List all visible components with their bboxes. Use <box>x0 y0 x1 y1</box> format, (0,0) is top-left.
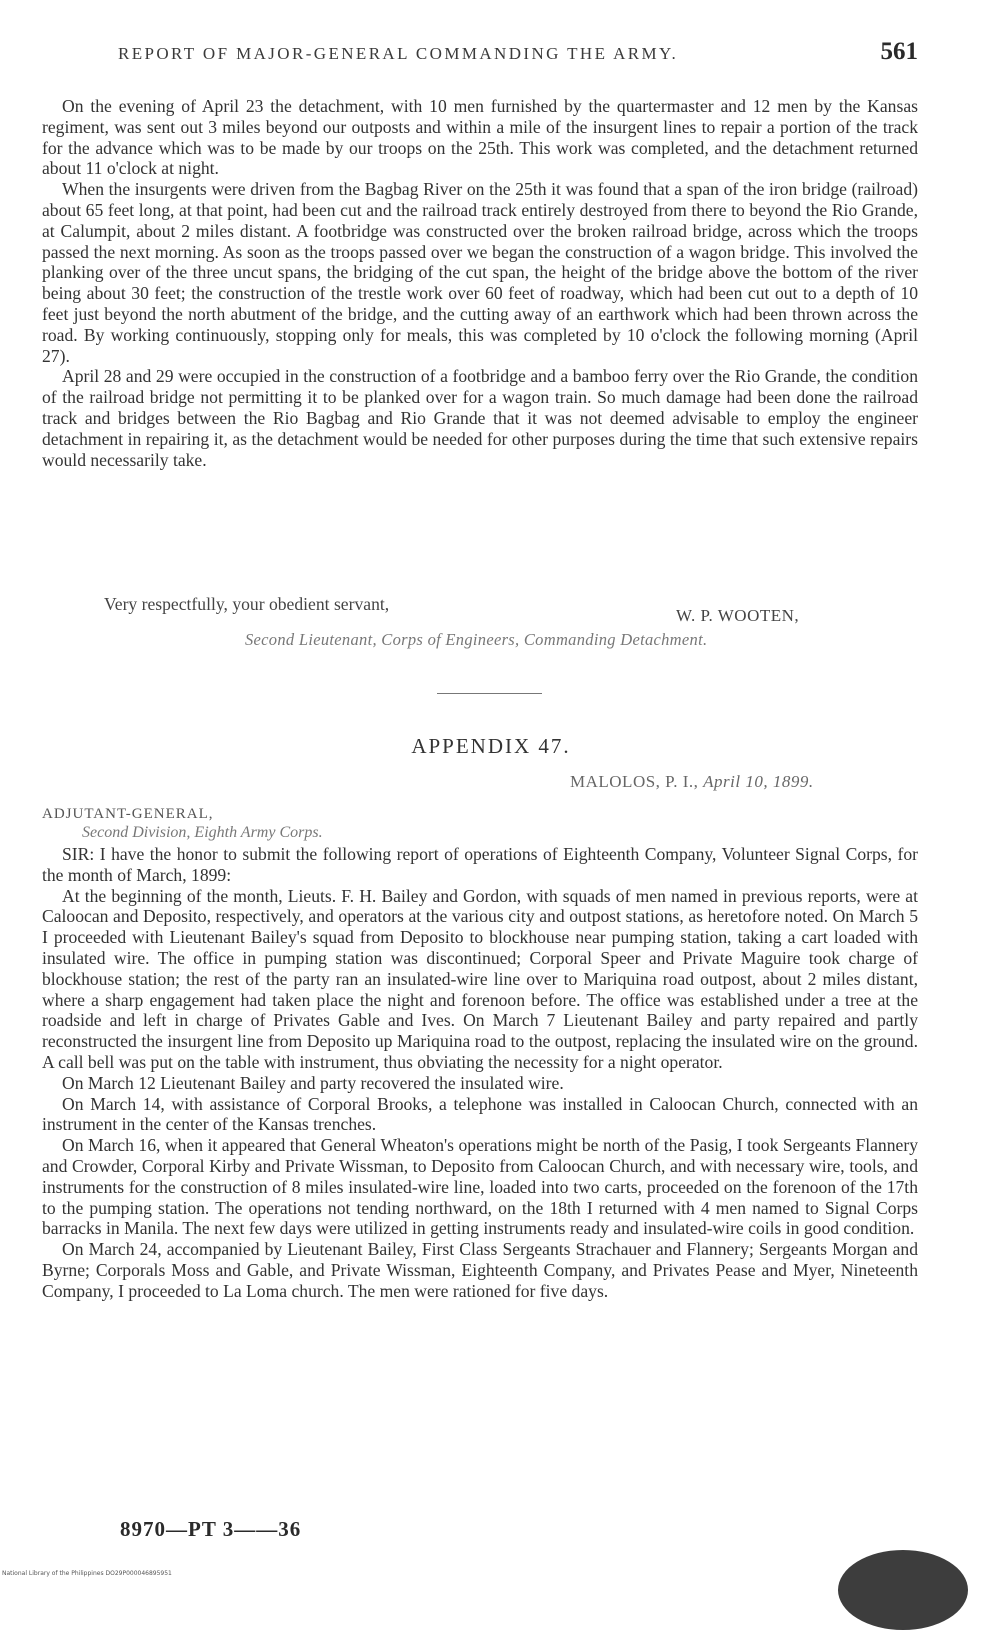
addressee-unit: Second Division, Eighth Army Corps. <box>82 824 323 841</box>
report-body-bottom <box>42 844 918 1302</box>
section-divider <box>437 693 542 694</box>
printer-signature: 8970—PT 3——36 <box>120 1517 302 1541</box>
page-number: 561 <box>880 38 918 65</box>
addressee: ADJUTANT-GENERAL, <box>42 806 214 822</box>
paragraph: On March 12 Lieutenant Bailey and party recovered the insulated wire. <box>62 1072 564 1093</box>
scan-artifact <box>838 1550 968 1630</box>
report-body-top <box>42 96 918 470</box>
dateline-place: MALOLOS, P. I., <box>570 772 699 791</box>
appendix-heading: APPENDIX 47. <box>411 734 571 758</box>
paragraph: April 28 and 29 were occupied in the construction of a footbridge and a bamboo ferry over the Rio Grande, the condition of the railroad bridge not permitting it to be planked over for a wagon train. So much damage had been done the railroad track and bridges between the Rio Bagbag and Rio Grande that it was not deemed advisable to employ the engineer detachment in repairing it, as the detachment would be needed for other purposes during the time that such extensive repairs would necessarily take. <box>42 366 918 470</box>
paragraph: On March 24, accompanied by Lieutenant Bailey, First Class Sergeants Strachauer and Flannery; Sergeants Morgan and Byrne; Corporals Moss and Gable, and Private Wissman, Eighteenth Company, and Privates Pease and Myer, Nineteenth Company, I proceeded to La Loma church. The men were rationed for five days. <box>42 1239 918 1301</box>
running-head-title: REPORT OF MAJOR-GENERAL COMMANDING THE ARMY. <box>118 44 679 63</box>
closing-salutation: Very respectfully, your obedient servant, <box>104 594 390 614</box>
paragraph: On March 14, with assistance of Corporal Brooks, a telephone was installed in Caloocan Church, connected with an instrument in the center of the Kansas trenches. <box>42 1093 918 1135</box>
signer-name: W. P. WOOTEN, <box>676 606 800 625</box>
paragraph: On March 16, when it appeared that General Wheaton's operations might be north of the Pasig, I took Sergeants Flannery and Crowder, Corporal Kirby and Private Wissman, to Deposito from Caloocan Church, and with necessary wire, tools, and instruments for the construction of 8 miles insulated-wire line, loaded into two carts, proceeded on the forenoon of the 17th to the pumping station. The operations not tending northward, on the 18th I returned with 4 men named to Signal Corps barracks in Manila. The next few days were utilized in getting instruments ready and insulated-wire coils in good condition. <box>42 1135 918 1239</box>
paragraph: On the evening of April 23 the detachment, with 10 men furnished by the quartermaster and 12 men by the Kansas regiment, was sent out 3 miles beyond our outposts and within a mile of the insurgent lines to repair a portion of the track for the advance which was to be made by our troops on the 25th. This work was completed, and the detachment returned about 11 o'clock at night. <box>42 96 918 179</box>
paragraph: When the insurgents were driven from the Bagbag River on the 25th it was found that a span of the iron bridge (railroad) about 65 feet long, at that point, had been cut and the railroad track entirely destroyed from there to beyond the Rio Grande, at Calumpit, about 2 miles distant. A footbridge was constructed over the broken railroad bridge, across which the troops passed the next morning. As soon as the troops passed over we began the construction of a wagon bridge. This involved the planking over of the three uncut spans, the bridging of the cut span, the height of the bridge above the bottom of the river being about 30 feet; the construction of the trestle work over 60 feet of roadway, which had been cut out to a depth of 10 feet just beyond the north abutment of the bridge, and the cutting away of an earthwork which had been thrown across the road. By working continuously, stopping only for meals, this was completed by 10 o'clock the following morning (April 27). <box>42 179 918 366</box>
signer-title: Second Lieutenant, Corps of Engineers, Commanding Detachment. <box>245 630 708 649</box>
dateline-date: April 10, 1899. <box>703 772 814 791</box>
paragraph: SIR: I have the honor to submit the following report of operations of Eighteenth Company, Volunteer Signal Corps, for the month of March, 1899: <box>42 844 918 885</box>
paragraph: At the beginning of the month, Lieuts. F. H. Bailey and Gordon, with squads of men named in previous reports, were at Caloocan and Deposito, respectively, and operators at the various city and outpost stations, as heretofore noted. On March 5 I proceeded with Lieutenant Bailey's squad from Deposito to blockhouse near pumping station, taking a cart loaded with insulated wire. The office in pumping station was discontinued; Corporal Speer and Private Maguire took charge of blockhouse station; the rest of the party ran an insulated-wire line over to Mariquina road outpost, about 2 miles distant, where a sharp engagement had taken place the night and forenoon before. The office was established under a tree at the roadside and left in charge of Privates Gable and Ives. On March 7 Lieutenant Bailey and party repaired and partly reconstructed the insurgent line from Deposito up Mariquina road to the outpost, replacing the insulated wire on the ground. A call bell was put on the table with instrument, thus obviating the necessity for a night operator. <box>42 885 918 1072</box>
dateline <box>570 772 814 792</box>
archive-stamp: National Library of the Philippines DO29P000046895951 <box>2 1570 172 1577</box>
running-head <box>118 38 918 68</box>
